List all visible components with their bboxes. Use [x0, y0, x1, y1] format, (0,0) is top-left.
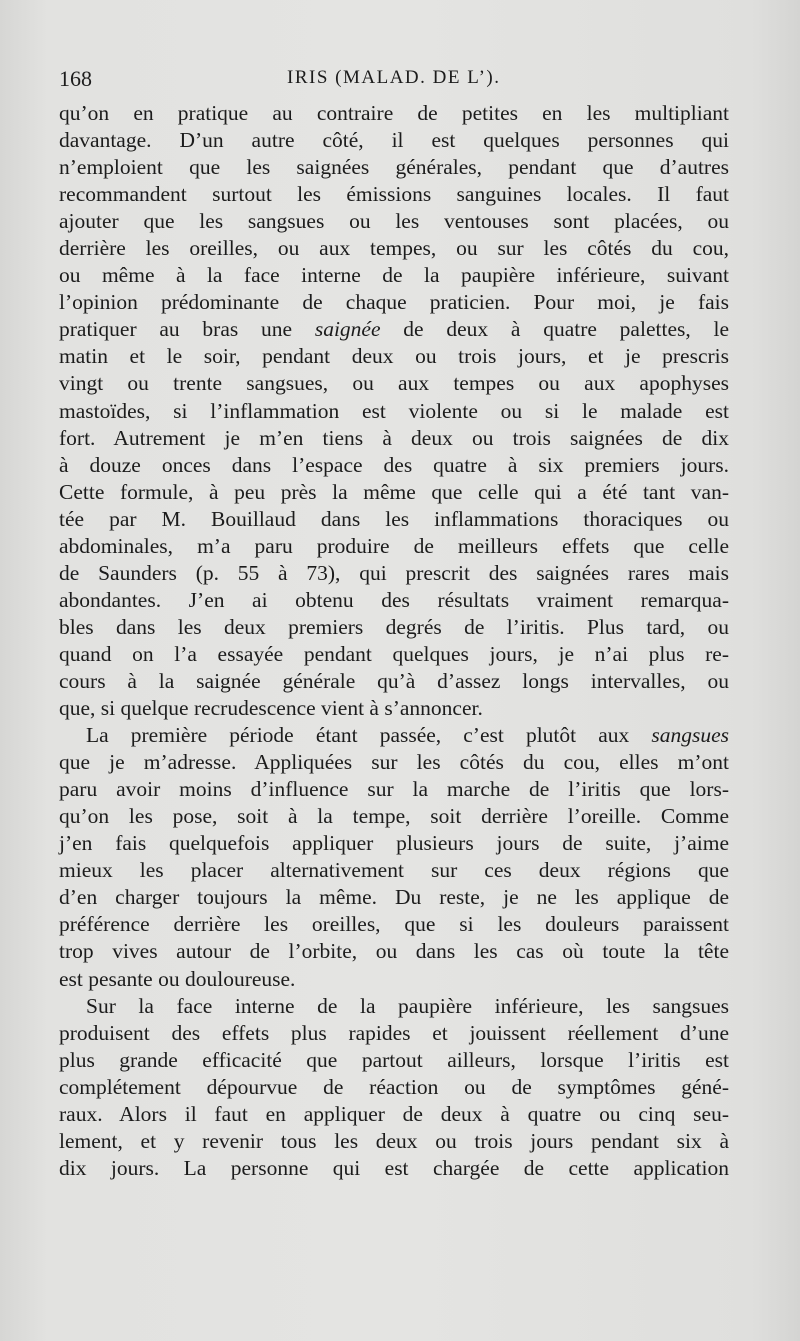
text-line: de Saunders (p. 55 à 73), qui prescrit des saignées rares mais	[59, 560, 729, 585]
text-line: raux. Alors il faut en appliquer de deux à quatre ou cinq seu-	[59, 1101, 729, 1126]
text-line: à douze onces dans l’espace des quatre à six premiers jours.	[59, 452, 729, 477]
text-line: Sur la face interne de la paupière inférieure, les sangsues	[86, 993, 729, 1018]
text-line: bles dans les deux premiers degrés de l’iritis. Plus tard, ou	[59, 614, 729, 639]
text-line: trop vives autour de l’orbite, ou dans les cas où toute la tête	[59, 939, 729, 964]
text-line: complétement dépourvue de réaction ou de symptômes géné-	[59, 1074, 729, 1099]
text-line: abdominales, m’a paru produire de meilleurs effets que celle	[59, 533, 729, 558]
text-segment: pratiquer au bras une	[59, 317, 315, 342]
text-line: n’emploient que les saignées générales, pendant que d’autres	[59, 155, 729, 180]
text-line: préférence derrière les oreilles, que si les douleurs paraissent	[59, 912, 729, 937]
text-line: qu’on en pratique au contraire de petites en les multipliant	[59, 101, 729, 125]
text-line: quand on l’a essayée pendant quelques jours, je n’ai plus re-	[59, 641, 729, 666]
text-line: tée par M. Bouillaud dans les inflammations thoraciques ou	[59, 506, 729, 531]
text-segment: La première période étant passée, c’est plutôt aux	[86, 723, 652, 748]
text-line: ou même à la face interne de la paupière inférieure, suivant	[59, 263, 729, 288]
text-line: davantage. D’un autre côté, il est quelques personnes qui	[59, 128, 729, 153]
text-line: que, si quelque recrudescence vient à s’annoncer.	[59, 696, 483, 721]
text-line: qu’on les pose, soit à la tempe, soit derrière l’oreille. Comme	[59, 804, 729, 829]
text-line: j’en fais quelquefois appliquer plusieurs jours de suite, j’aime	[59, 831, 729, 856]
text-line: que je m’adresse. Appliquées sur les côtés du cou, elles m’ont	[59, 750, 729, 775]
body-text	[59, 100, 729, 1182]
text-line: cours à la saignée générale qu’à d’assez longs intervalles, ou	[59, 668, 729, 693]
text-line: fort. Autrement je m’en tiens à deux ou trois saignées de dix	[59, 425, 729, 450]
text-line: dix jours. La personne qui est chargée de cette application	[59, 1155, 729, 1180]
running-title: IRIS (MALAD. DE L’).	[287, 67, 501, 88]
text-line: l’opinion prédominante de chaque praticien. Pour moi, je fais	[59, 290, 729, 315]
text-line: Cette formule, à peu près la même que celle qui a été tant van-	[59, 479, 729, 504]
text-line: ajouter que les sangsues ou les ventouses sont placées, ou	[59, 209, 729, 234]
page-number: 168	[59, 66, 92, 91]
text-line: derrière les oreilles, ou aux tempes, ou sur les côtés du cou,	[59, 236, 729, 261]
text-line: matin et le soir, pendant deux ou trois jours, et je prescris	[59, 344, 729, 369]
italic-term: saignée	[314, 317, 381, 342]
text-line: d’en charger toujours la même. Du reste, je ne les applique de	[59, 885, 729, 910]
text-line	[59, 316, 729, 343]
text-line: plus grande efficacité que partout ailleurs, lorsque l’iritis est	[59, 1047, 729, 1072]
text-line: paru avoir moins d’influence sur la marche de l’iritis que lors-	[59, 777, 729, 802]
text-line: vingt ou trente sangsues, ou aux tempes ou aux apophyses	[59, 371, 729, 396]
italic-term: sangsues	[651, 723, 729, 748]
text-segment: de deux à quatre palettes, le	[380, 317, 730, 342]
text-line: mastoïdes, si l’inflammation est violente ou si le malade est	[59, 398, 729, 423]
text-line: est pesante ou douloureuse.	[59, 966, 296, 991]
text-line	[59, 722, 729, 749]
text-line: recommandent surtout les émissions sanguines locales. Il faut	[59, 182, 729, 207]
text-line: produisent des effets plus rapides et jouissent réellement d’une	[59, 1020, 729, 1045]
running-head	[59, 66, 729, 96]
text-line: abondantes. J’en ai obtenu des résultats vraiment remarqua-	[59, 587, 729, 612]
text-line: lement, et y revenir tous les deux ou trois jours pendant six à	[59, 1128, 729, 1153]
text-line: mieux les placer alternativement sur ces deux régions que	[59, 858, 729, 883]
